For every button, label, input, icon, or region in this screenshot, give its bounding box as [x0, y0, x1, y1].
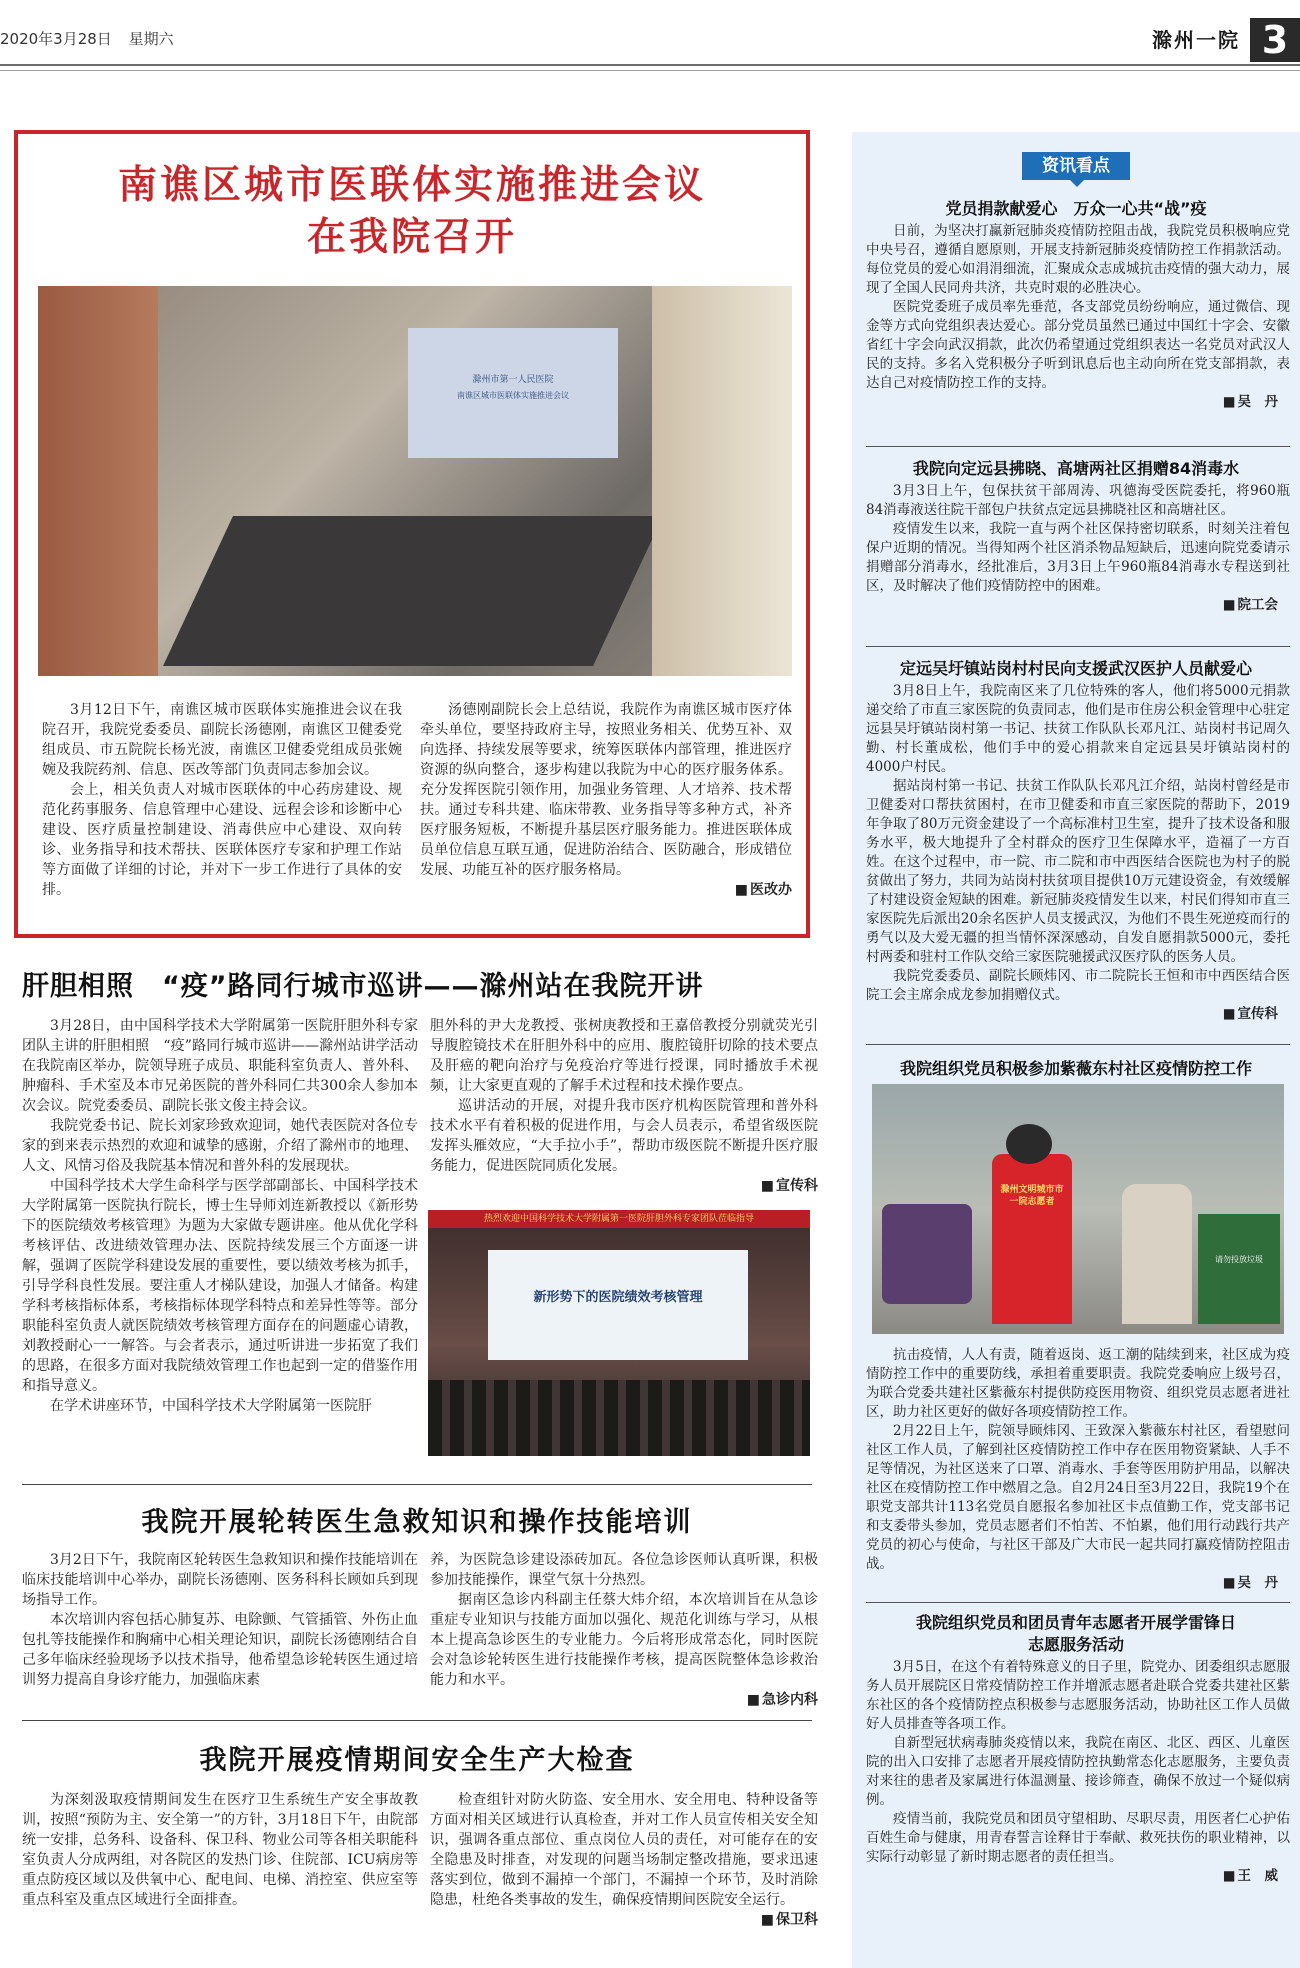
article2-signature: ■ 宣传科	[430, 1176, 818, 1196]
side-item5-body	[866, 1658, 1290, 1886]
window-curtain	[652, 286, 792, 676]
side-divider-2	[866, 646, 1290, 647]
divider-2	[22, 1720, 812, 1721]
article4-col2-p1: 检查组针对防火防盗、安全用水、安全用电、特种设备等方面对相关区域进行认真检查，并对工作人员宣传相关安全知识，强调各重点部位、重点岗位人员的责任，对可能存在的安全隐患及时排查，对发现的问题当场制定整改措施，要求迅速落实到位，做到不漏掉一个部门，不漏掉一个环节，及时消除隐患，杜绝各类事故的发生，确保疫情期间医院安全运行。	[430, 1792, 818, 1908]
side-item1-p2: 医院党委班子成员率先垂范，各支部党员纷纷响应，通过微信、现金等方式向党组织表达爱心。部分党员虽然已通过中国红十字会、安徽省红十字会向武汉捐款，此次仍希望通过党组织表达一名党员对武汉人民的支持。多名入党积极分子听到讯息后也主动向所在党支部捐款，表达自己对疫情防控工作的支持。	[866, 299, 1290, 391]
side-item2-title: 我院向定远县拂晓、高塘两社区捐赠84消毒水	[912, 459, 1240, 478]
side-item3-body	[866, 682, 1290, 1024]
date-text: 2020年3月28日	[0, 30, 112, 48]
lead-col2	[420, 700, 792, 900]
divider-1	[22, 1484, 812, 1485]
scooter	[882, 1204, 972, 1304]
side-item2-signature: ■ 院工会	[866, 596, 1290, 615]
weekday-text: 星期六	[128, 30, 174, 48]
side-item1-title: 党员捐款献爱心 万众一心共“战”疫	[945, 199, 1207, 218]
header-rule-thin	[0, 70, 1300, 71]
side-item4-p2: 2月22日上午，院领导顾炜冈、王致深入紫薇东村社区，看望慰问社区工作人员，了解到社区疫情防控工作中存在医用物资紧缺、人手不足等情况，为社区送来了口罩、消毒水、手套等医用防护用品，以解决社区在疫情防控工作中燃眉之急。自2月24日至3月22日，我院19个在职党支部共计113名党员自愿报名参加社区卡点值勤工作，党支部书记和支委带头参加，党员志愿者们不怕苦、不怕累，他们用行动践行共产党员的初心与使命，与社区干部及广大市民一起共同打赢疫情防控阻击战。	[866, 1423, 1290, 1572]
wall-panel	[38, 286, 158, 676]
side-item5-title-line2: 志愿服务活动	[1027, 1635, 1124, 1654]
side-divider-3	[866, 1044, 1290, 1045]
side-item3-p2: 据站岗村第一书记、扶贫工作队队长邓凡江介绍，站岗村曾经是市卫健委对口帮扶贫困村，在市卫健委和市直三家医院的帮助下，2019年争取了80万元资金建设了一个高标准村卫生室，提升了技术设备和服务水平，极大地提升了全村群众的医疗卫生保障水平，造福了一方百姓。在这个过程中，市一院、市二院和市中西医结合医院也为村子的脱贫做出了努力，共同为站岗村扶贫项目提供10万元建设资金，有效缓解了村建设资金短缺的困难。新冠肺炎疫情发生以来，村民们得知市直三家医院先后派出20余名医护人员支援武汉，为他们不畏生死逆疫而行的勇气以及大爱无疆的担当情怀深深感动，自发自愿捐款5000元，委托村两委和驻村工作队交给三家医院驰援武汉医疗队的医务人员。	[866, 778, 1290, 965]
banner	[428, 1210, 810, 1228]
article2-col1-p4: 在学术讲座环节，中国科学技术大学附属第一医院肝	[50, 1398, 372, 1414]
side-item4-signature: ■ 吴 丹	[866, 1574, 1290, 1593]
projector-screen	[408, 328, 618, 458]
article4-col2	[430, 1790, 818, 1930]
side-item5-title-line1: 我院组织党员和团员青年志愿者开展学雷锋日	[915, 1613, 1236, 1632]
side-item2-p1: 3月3日上午，包保扶贫干部周涛、巩德海受医院委托，将960瓶84消毒液送往院干部包户扶贫点定远县拂晓社区和高塘社区。	[866, 483, 1290, 518]
green-bin	[1198, 1214, 1280, 1324]
screen-text-2: 南谯区城市医联体实施推进会议	[457, 391, 569, 400]
article2-col2-p1: 胆外科的尹大龙教授、张树庚教授和王嘉倍教授分别就荧光引导腹腔镜技术在肝胆外科中的应用、腹腔镜肝切除的技术要点及肝癌的靶向治疗与免疫治疗等进行授课，同时播放手术视频，让大家更直观的了解手术过程和技术操作要点。	[430, 1018, 818, 1094]
sidebar-tag: 资讯看点	[1022, 152, 1130, 180]
article4-col1-p1: 为深刻汲取疫情期间发生在医疗卫生系统生产安全事故教训，按照“预防为主、安全第一”的方针，3月18日下午，由院部统一安排，总务科、设备科、保卫科、物业公司等各相关职能科室负责人分成两组，对各院区的发热门诊、住院部、ICU病房等重点防疫区域以及供氧中心、配电间、电梯、消控室、供应室等重点科室及重点区域进行全面排查。	[22, 1792, 418, 1908]
header-date	[0, 28, 174, 49]
side-divider-4	[866, 1602, 1290, 1603]
article3-signature: ■ 急诊内科	[430, 1690, 818, 1710]
lead-col1	[42, 700, 402, 900]
article3-col2	[430, 1550, 818, 1710]
side-item3-p3: 我院党委委员、副院长顾炜冈、市二院院长王恒和市中西医结合医院工会主席余成龙参加捐赠仪式。	[866, 968, 1290, 1003]
article2-col1	[22, 1016, 418, 1416]
citizen	[1122, 1184, 1192, 1324]
side-item1-signature: ■ 吴 丹	[866, 393, 1290, 412]
article3-title: 我院开展轮转医生急救知识和操作技能培训	[141, 1507, 693, 1538]
side-item4-title: 我院组织党员积极参加紫薇东村社区疫情防控工作	[899, 1059, 1252, 1078]
lead-title-line2: 在我院召开	[306, 215, 517, 260]
meeting-photo	[38, 286, 792, 676]
side-item4-body	[866, 1346, 1290, 1593]
side-item1-p1: 日前，为坚决打赢新冠肺炎疫情防控阻击战，我院党员积极响应党中央号召，遵循自愿原则，开展支持新冠肺炎疫情防控工作捐款活动。每位党员的爱心如涓涓细流，汇聚成众志成城抗击疫情的强大动力，展现了全国人民同舟共济，共克时艰的必胜决心。	[866, 223, 1290, 296]
conference-table	[163, 516, 663, 666]
article2-col1-p1: 3月28日，由中国科学技术大学附属第一医院肝胆外科专家团队主讲的肝胆相照 “疫”路同行城市巡讲——滁州站讲学活动在我院南区举办，院领导班子成员、职能科室负责人、普外科、肿瘤科、手术室及本市兄弟医院的普外科同仁共300余人参加本次会议。院党委委员、副院长张文俊主持会议。	[22, 1018, 418, 1114]
article2-col1-p2: 我院党委书记、院长刘家珍致欢迎词，她代表医院对各位专家的到来表示热烈的欢迎和诚挚的感谢，介绍了滁州市的地理、人文、风情习俗及我院基本情况和普外科的发展现状。	[22, 1118, 418, 1174]
article4-signature: ■ 保卫科	[430, 1910, 818, 1930]
article3-col1-p2: 本次培训内容包括心肺复苏、电除颤、气管插管、外伤止血包扎等技能操作和胸痛中心相关理论知识，副院长汤德刚结合自己多年临床经验现场予以技术指导，他希望急诊轮转医生通过培训努力提高自身诊疗能力，加强临床素	[22, 1612, 418, 1688]
article2-col1-p3: 中国科学技术大学生命科学与医学部副部长、中国科学技术大学附属第一医院执行院长，博士生导师刘连新教授以《新形势下的医院绩效考核管理》为题为大家做专题讲座。他从优化学科考核评估、改进绩效管理办法、医院持续发展三个方面逐一讲解，强调了医院学科建设发展的重要性，要以绩效考核为抓手，引导学科良性发展。要注重人才梯队建设，加强人才储备。构建学科考核指标体系，考核指标体现学科特点和差异性等等。部分职能科室负责人就医院绩效考核管理方面存在的问题虚心请教，刘教授耐心一一解答。与会者表示，通过听讲进一步拓宽了我们的思路，在很多方面对我院绩效管理工作也起到一定的借鉴作用和指导意义。	[22, 1178, 418, 1394]
volunteer-head	[1006, 1124, 1052, 1164]
side-item3-signature: ■ 宣传科	[866, 1005, 1290, 1024]
lead-title-line1: 南谯区城市医联体实施推进会议	[117, 163, 706, 208]
header-rule	[0, 64, 1300, 66]
lead-signature: ■ 医改办	[420, 880, 792, 900]
side-divider-1	[866, 446, 1290, 447]
side-item2-body	[866, 482, 1290, 615]
audience	[428, 1380, 810, 1456]
vest-text: 滁州文明城市市一院志愿者	[1000, 1185, 1064, 1207]
paper-name: 滁州一院	[1152, 28, 1240, 52]
lecture-screen-text: 新形势下的医院绩效考核管理	[533, 1290, 703, 1305]
volunteer-photo	[872, 1084, 1284, 1334]
article3-col1-p1: 3月2日下午，我院南区轮转医生急救知识和操作技能培训在临床技能培训中心举办，副院长汤德刚、医务科科长顾如兵到现场指导工作。	[22, 1552, 418, 1608]
screen-text-1: 滁州市第一人民医院	[472, 375, 554, 385]
article3-col2-p2: 据南区急诊内科副主任蔡大炜介绍，本次培训旨在从急诊重症专业知识与技能方面加以强化、规范化训练与学习，从根本上提高急诊医生的专业能力。今后将形成常态化，同时医院会对急诊轮转医生进行技能操作考核，提高医院整体急诊救治能力和水平。	[430, 1592, 818, 1688]
side-item5-p3: 疫情当前，我院党员和团员守望相助、尽职尽责，用医者仁心护佑百姓生命与健康，用青春誓言诠释甘于奉献、救死扶伤的职业精神，以实际行动彰显了新时期志愿者的责任担当。	[866, 1811, 1290, 1865]
volunteer-vest	[992, 1154, 1072, 1324]
bin-text: 请勿投放垃圾	[1215, 1255, 1263, 1264]
lecture-screen	[488, 1250, 748, 1360]
side-item1-body	[866, 222, 1290, 412]
article3-col1	[22, 1550, 418, 1690]
article2-col2-p2: 巡讲活动的开展，对提升我市医疗机构医院管理和普外科技术水平有着积极的促进作用，与会人员表示，希望省级医院发挥头雁效应，“大手拉小手”，帮助市级医院不断提升医疗服务能力，促进医院同质化发展。	[430, 1098, 818, 1174]
page-number: 3	[1250, 18, 1300, 62]
banner-text: 热烈欢迎中国科学技术大学附属第一医院肝胆外科专家团队莅临指导	[483, 1214, 754, 1224]
side-item5-p1: 3月5日，在这个有着特殊意义的日子里，院党办、团委组织志愿服务人员开展院区日常疫情防控工作并增派志愿者赴联合党委共建社区紫东社区的各个疫情防控点积极参与志愿服务活动，协助社区工作人员做好人员排查等各项工作。	[866, 1659, 1290, 1732]
lecture-photo	[428, 1210, 810, 1456]
side-item5-p2: 自新型冠状病毒肺炎疫情以来，我院在南区、北区、西区、儿童医院的出入口安排了志愿者开展疫情防控执勤常态化志愿服务，主要负责对来往的患者及家属进行体温测量、接诊筛查，确保不放过一个疑似病例。	[866, 1735, 1290, 1808]
article2-title: 肝胆相照 “疫”路同行城市巡讲——滁州站在我院开讲	[22, 971, 704, 1002]
lead-col1-p2: 会上，相关负责人对城市医联体的中心药房建设、规范化药事服务、信息管理中心建设、远程会诊和诊断中心建设、医疗质量控制建设、消毒供应中心建设、双向转诊、业务指导和技术帮扶、医联体医疗专家和护理工作站等方面做了详细的讨论，并对下一步工作进行了具体的安排。	[42, 782, 402, 898]
lead-article-box	[14, 130, 810, 938]
article4-title: 我院开展疫情期间安全生产大检查	[199, 1745, 635, 1776]
side-item4-p1: 抗击疫情，人人有责，随着返岗、返工潮的陆续到来，社区成为疫情防控工作中的重要防线，承担着重要职责。我院党委响应上级号召，为联合党委共建社区紫薇东村提供防疫医用物资、组织党员志愿者进社区，助力社区更好的做好各项疫情防控工作。	[866, 1347, 1290, 1420]
lead-col1-p1: 3月12日下午，南谯区城市医联体实施推进会议在我院召开，我院党委委员、副院长汤德刚，南谯区卫健委党组成员、市五院院长杨光波，南谯区卫健委党组成员张婉婉及我院药剂、信息、医改等部门负责同志参加会议。	[42, 702, 402, 778]
article3-col2-p1: 养，为医院急诊建设添砖加瓦。各位急诊医师认真听课，积极参加技能操作，课堂气氛十分热烈。	[430, 1552, 818, 1588]
lead-col2-p1: 汤德刚副院长会上总结说，我院作为南谯区城市医疗体牵头单位，要坚持政府主导，按照业务相关、优势互补、双向选择、持续发展等要求，统筹医联体内部管理，推进医疗资源的纵向整合，逐步构建以我院为中心的医疗服务体系。充分发挥医院引领作用，加强业务管理、人才培养、技术帮扶。通过专科共建、临床带教、业务指导等多种方式，补齐医疗服务短板，不断提升基层医疗服务能力。推进医联体成员单位信息互联互通，促进防治结合、医防融合，形成错位发展、功能互补的医疗服务格局。	[420, 702, 792, 878]
side-item3-title: 定远吴圩镇站岗村村民向支援武汉医护人员献爱心	[899, 659, 1252, 678]
side-item3-p1: 3月8日上午，我院南区来了几位特殊的客人，他们将5000元捐款递交给了市直三家医院的负责同志，他们是市住房公积金管理中心驻定远县吴圩镇站岗村第一书记、扶贫工作队队长邓凡江、站岗村书记周久勤、村长董成松，他们手中的爱心捐款来自定远县吴圩镇站岗村的4000户村民。	[866, 683, 1290, 775]
side-item5-signature: ■ 王 威	[866, 1867, 1290, 1886]
article2-col2	[430, 1016, 818, 1196]
article4-col1	[22, 1790, 418, 1910]
side-item2-p2: 疫情发生以来，我院一直与两个社区保持密切联系，时刻关注着包保户近期的情况。当得知两个社区消杀物品短缺后，迅速向院党委请示捐赠部分消毒水，经批准后，3月3日上午960瓶84消毒水专程送到社区，及时解决了他们疫情防控中的困难。	[866, 521, 1290, 594]
